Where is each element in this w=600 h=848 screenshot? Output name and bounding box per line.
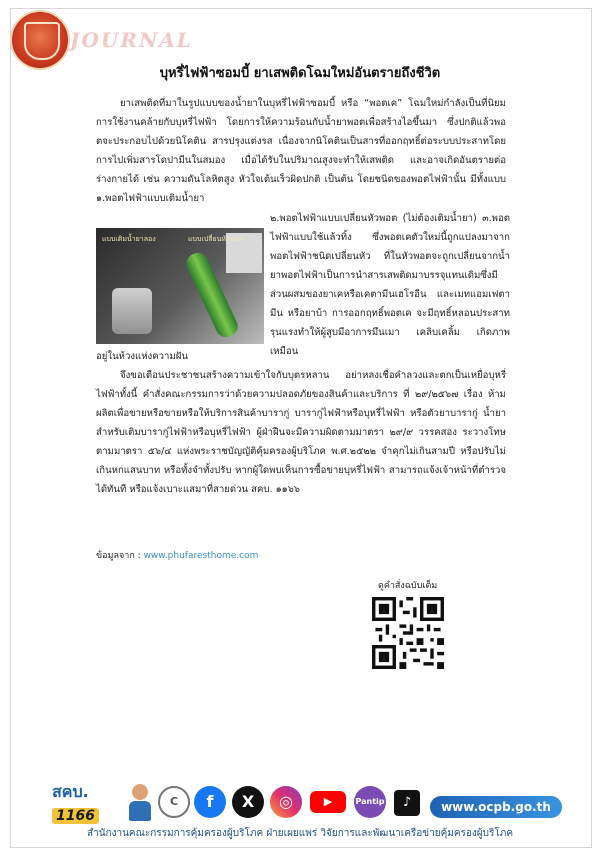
ocpb-icon[interactable]: C: [158, 786, 190, 818]
photo-tag-pod-swap: แบบเปลี่ยนหัวพอต: [188, 235, 244, 243]
article-paragraph-2-end: อยู่ในห้วงแห่งความฝัน: [96, 351, 188, 362]
hotline-label: สคบ.: [52, 782, 89, 801]
hotline-badge: [52, 780, 99, 824]
organization-footer: สำนักงานคณะกรรมการคุ้มครองผู้บริโภค ฝ่ายเผยแพร่ วิจัยการและพัฒนาเครือข่ายคุ้มครองผู้บริโภค: [86, 828, 514, 839]
pantip-icon[interactable]: [354, 786, 386, 818]
article-paragraph-3: จึงขอเตือนประชาชนสร้างความเข้าใจกับบุตรหลาน อย่าหลงเชื่อคำลวงและตกเป็นเหยื่อบุหรี่ไฟฟ้าทั้งนี้ คำสั่งคณะกรรมการว่าด้วยความปลอดภัยของสินค้าและบริการ ที่ ๒๙/๒๕๖๗ เรื่อง ห้ามผลิตเพื่อขายหรือขายหรือให้บริการสินค้าบารากู่ บารากู่ไฟฟ้าหรือบุหรี่ไฟฟ้า หรือตัวยาบารากู่ น้ำยาสำหรับเติมบารากู่ไฟฟ้าหรือบุหรี่ไฟฟ้า ผู้ฝ่าฝืนจะมีความผิดตามมาตรา ๒๙/๙ วรรคสอง ระวางโทษตามมาตรา ๕๖/๔ แห่งพระราชบัญญัติคุ้มครองผู้บริโภค พ.ศ.๒๕๒๒ จำคุกไม่เกินสามปี หรือปรับไม่เกินหกแสนบาท หรือทั้งจำทั้งปรับ หากผู้ใดพบเห็นการซื้อขายบุหรี่ไฟฟ้า สามารถแจ้งเจ้าหน้าที่ตำรวจได้ทันที หรือแจ้งเบาะแสมาที่สายด่วน สคบ. ๑๑๖๖: [96, 370, 506, 495]
source-link[interactable]: www.phufaresthome.com: [143, 551, 259, 561]
website-link[interactable]: www.ocpb.go.th: [430, 796, 562, 818]
mascot-figure: [128, 784, 152, 822]
instagram-icon[interactable]: ◎: [270, 786, 302, 818]
tiktok-icon[interactable]: ♪: [394, 790, 420, 816]
qr-caption: ดูคำสั่งฉบับเต็ม: [378, 581, 438, 591]
journal-wordmark: JOURNAL: [70, 28, 193, 52]
x-icon[interactable]: X: [232, 786, 264, 818]
agency-seal-logo: [10, 10, 70, 70]
article-title: บุหรี่ไฟฟ้าซอมบี้ ยาเสพติดโฉมใหม่อันตรายถึงชีวิต: [159, 66, 441, 81]
vape-photo: [96, 228, 264, 344]
source-label: ข้อมูลจาก :: [96, 551, 141, 561]
article-paragraph-1: ยาเสพติดที่มาในรูปแบบของน้ำยาในบุหรี่ไฟฟ้าซอมบี้ หรือ “พอตเค” โฉมใหม่กำลังเป็นที่นิยมการใช้งานคล้ายกับบุหรี่ไฟฟ้า โดยการให้ความร้อนกับน้ำยาพอตเพื่อสร้างไอขึ้นมา ซึ่งปกติแล้วพอตจะประกอบไปด้วยนิโคติน สารปรุงแต่งรส เนื่องจากนิโคตินเป็นสารที่ออกฤทธิ์ต่อระบบประสาทโดยการไปเพิ่มสารโดปามีนในสมอง เมื่อได้รับในปริมาณสูงจะทำให้เสพติด และอาจเกิดอันตรายต่อร่างกายได้ เช่น ความดันโลหิตสูง หัวใจเต้นเร็วผิดปกติ เป็นต้น โดยชนิดของพอตไฟฟ้านั้น มีทั้งแบบ ๑.พอตไฟฟ้าแบบเติมน้ำยา: [96, 98, 506, 204]
youtube-icon[interactable]: ▶: [308, 786, 348, 818]
photo-refill-pod: [112, 288, 152, 334]
photo-tag-refill: แบบเติมน้ำยาลอง: [102, 235, 156, 243]
pantip-label: Pantip: [355, 797, 385, 806]
source-line: [96, 548, 258, 562]
qr-code[interactable]: [372, 597, 444, 669]
article-paragraph-2: ๒.พอตไฟฟ้าแบบเปลี่ยนหัวพอต (ไม่ต้องเติมน้ำยา) ๓.พอตไฟฟ้าแบบใช้แล้วทิ้ง ซึ่งพอตเคตัวใหม่นี้ถูกแปลงมาจากพอตไฟฟ้าชนิดเปลี่ยนหัว ที่ในหัวพอตจะถูกเปลี่ยนจากน้ำยาพอตไฟฟ้าเป็นการนำสารเสพติดมาบรรจุแทนเดิมซึ่งมีส่วนผสมของยาเคหรือเคตามีนเฮโรอีน และเมทแอมเฟตามีน หรือยาบ้า การออกฤทธิ์พอตเค จะมีฤทธิ์หลอนประสาทรุนแรงทำให้ผู้สูบมีอาการมึนเมา เคลิบเคลิ้ม เกิดภาพเหมือน: [270, 213, 510, 357]
hotline-number: 1166: [52, 808, 99, 824]
facebook-icon[interactable]: f: [194, 786, 226, 818]
